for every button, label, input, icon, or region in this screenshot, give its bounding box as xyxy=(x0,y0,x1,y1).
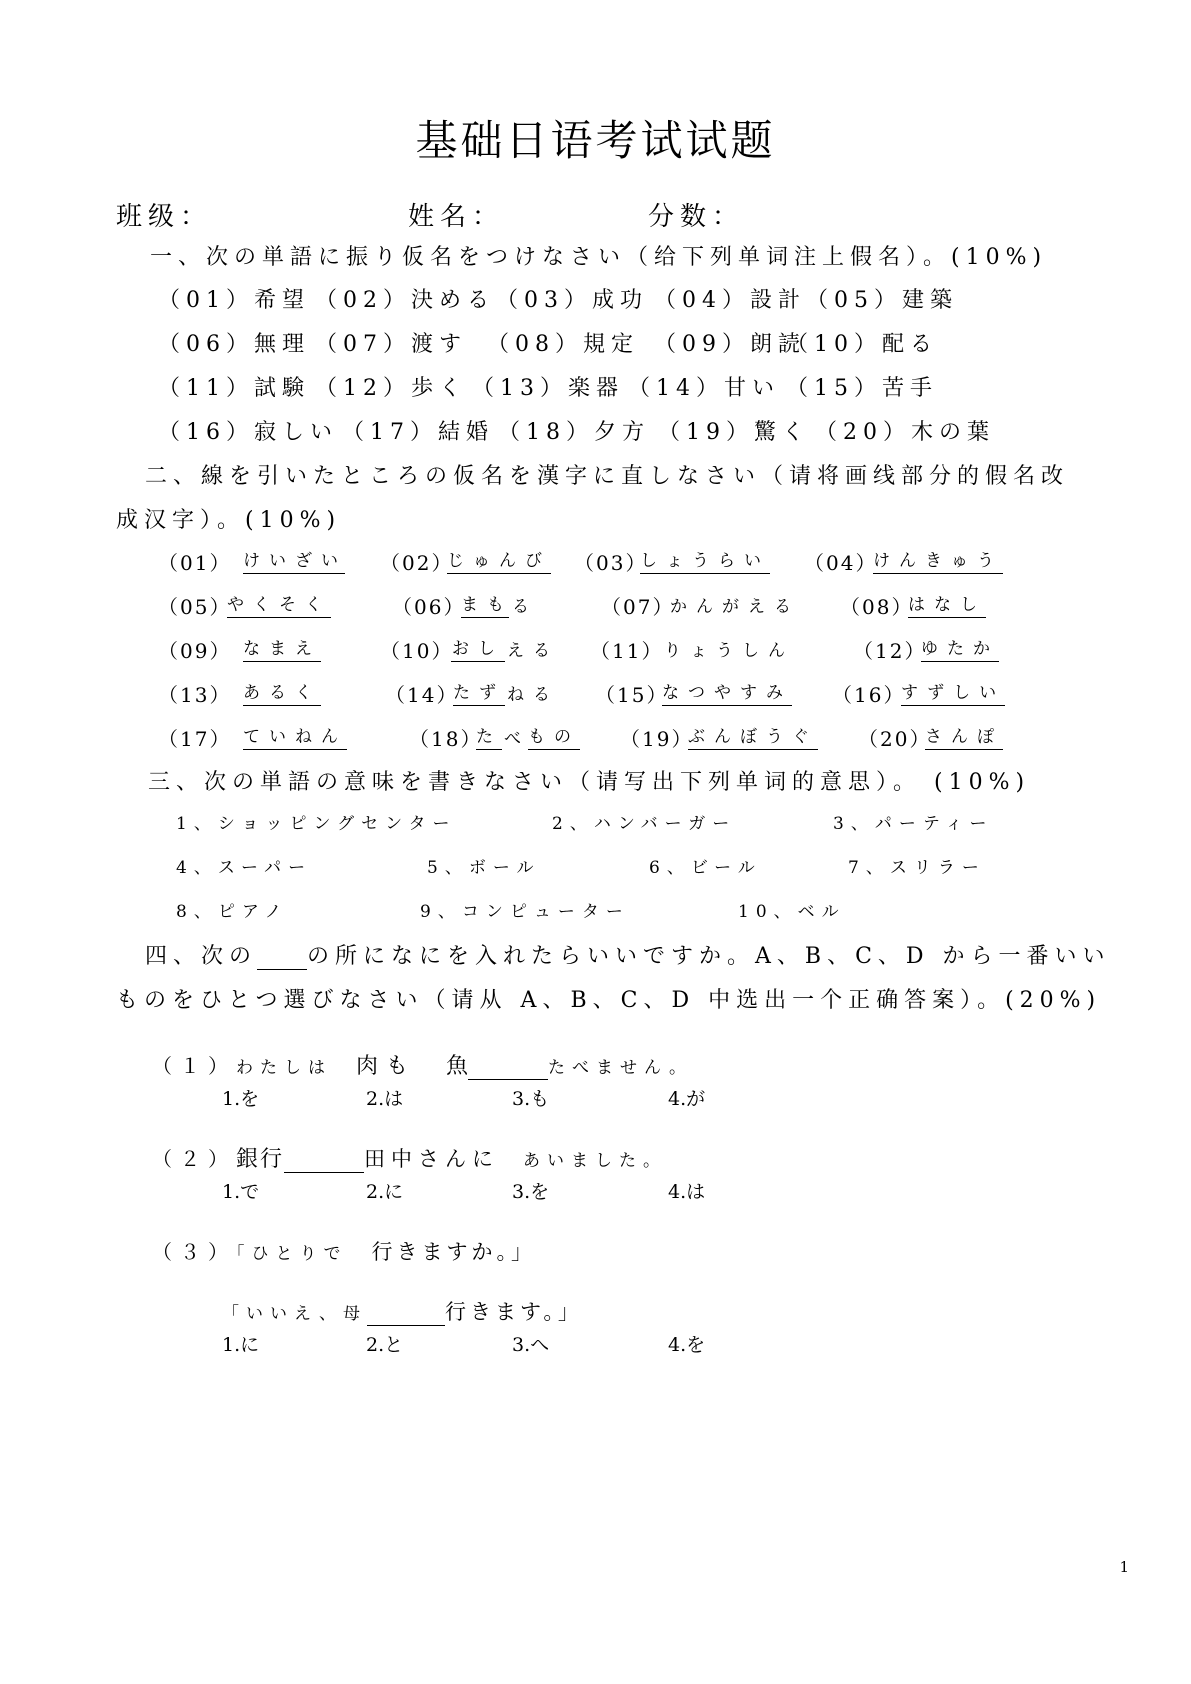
option: 3.へ xyxy=(512,1334,550,1356)
list-item: （16）寂しい xyxy=(158,420,338,445)
list-item: （05）建築 xyxy=(806,288,958,313)
list-item: 2、ハンバーガー xyxy=(552,814,737,834)
underlined-kana: さんぽ xyxy=(925,722,1003,750)
item-number: （15） xyxy=(595,683,669,707)
blank-line xyxy=(257,951,307,970)
question-number: （２） xyxy=(152,1147,236,1171)
list-item: （03）成功 xyxy=(496,288,648,313)
list-item: （11）試験 xyxy=(158,376,310,401)
list-item: （04）設計 xyxy=(654,288,806,313)
list-item: （02）決める xyxy=(315,288,495,313)
item-number: （17） xyxy=(158,727,232,751)
underlined-kana: まも xyxy=(461,590,509,618)
list-item: 9、コンピューター xyxy=(420,902,630,922)
underlined-kana: はなし xyxy=(908,590,986,618)
option: 4.は xyxy=(668,1181,706,1203)
question-text: 「いいえ、母 xyxy=(222,1304,368,1324)
underlined-kana: あるく xyxy=(243,678,321,706)
list-item: （15）苦手 xyxy=(786,376,938,401)
underlined-kana: じゅんび xyxy=(447,546,551,574)
option: 3.も xyxy=(512,1088,550,1110)
underlined-kana: なつやすみ xyxy=(662,678,792,706)
score-label: 分数： xyxy=(648,202,745,232)
answer-blank xyxy=(284,1150,364,1173)
item-number: （08） xyxy=(840,595,914,619)
item-number: （06） xyxy=(392,595,466,619)
underlined-kana: ぶんぼうぐ xyxy=(688,722,818,750)
underlined-kana: た xyxy=(476,722,502,750)
underlined-kana: たず xyxy=(453,678,505,706)
underlined-kana: ていねん xyxy=(243,722,347,750)
section1-heading: 一、次の単語に振り仮名をつけなさい（给下列单词注上假名）。(10%) xyxy=(150,245,1048,270)
question-number: （３） xyxy=(152,1240,236,1264)
question-text: あいました。 xyxy=(499,1151,668,1171)
underlined-kana: やくそく xyxy=(227,590,331,618)
underlined-kana: けんきゅう xyxy=(873,546,1003,574)
list-item: 5、ボール xyxy=(427,858,541,878)
item-number: （14） xyxy=(385,683,459,707)
item-number: （07） xyxy=(601,595,675,619)
kana-suffix: ねる xyxy=(507,685,559,705)
option: 1.に xyxy=(222,1334,260,1356)
underlined-kana: すずしい xyxy=(901,678,1005,706)
list-item: （08）規定 xyxy=(487,332,639,357)
section4-heading-line1 xyxy=(145,939,1111,970)
option: 2.に xyxy=(366,1181,404,1203)
item-number: （10） xyxy=(380,639,454,663)
question-text: 田中さんに xyxy=(364,1147,500,1171)
list-item: （18）夕方 xyxy=(498,420,650,445)
option: 3.を xyxy=(512,1181,550,1203)
option: 4.を xyxy=(668,1334,706,1356)
item-number: （04） xyxy=(804,551,878,575)
underlined-kana: おし xyxy=(451,634,505,662)
section2-heading-line1: 二、線を引いたところの仮名を漢字に直しなさい（请将画线部分的假名改 xyxy=(145,464,1070,489)
option: 2.と xyxy=(366,1334,404,1356)
list-item: （06）無理 xyxy=(158,332,310,357)
question-text: 銀行 xyxy=(236,1147,285,1172)
kana-word: かんがえる xyxy=(670,597,800,617)
item-number: （18） xyxy=(409,727,483,751)
list-item: 7、スリラー xyxy=(848,858,986,878)
list-item: （14）甘い xyxy=(628,376,780,401)
underlined-kana: ゆたか xyxy=(921,634,999,662)
list-item: （01）希望 xyxy=(158,288,310,313)
list-item: （20）木の葉 xyxy=(815,420,995,445)
item-number: （01） xyxy=(158,551,232,575)
kana-word: りょうしん xyxy=(664,641,794,661)
question-number: （１） xyxy=(152,1054,236,1078)
page-title: 基础日语考试试题 xyxy=(415,116,776,165)
item-number: （03） xyxy=(574,551,648,575)
question-3 xyxy=(152,1236,536,1266)
underlined-kana: しょうらい xyxy=(640,546,770,574)
item-number: （16） xyxy=(832,683,906,707)
page-number: 1 xyxy=(1119,1558,1129,1576)
item-number: （11） xyxy=(590,639,664,663)
answer-blank xyxy=(468,1057,548,1080)
list-item: （13）楽器 xyxy=(472,376,624,401)
item-number: （12） xyxy=(853,639,927,663)
underlined-kana: もの xyxy=(528,722,580,750)
list-item: （10）配る xyxy=(786,332,938,357)
list-item: 6、ビール xyxy=(649,858,762,878)
question-2 xyxy=(152,1142,667,1173)
question-text: たべません。 xyxy=(548,1058,694,1078)
list-item: 3、パーティー xyxy=(833,814,994,834)
heading-text: の所になにを入れたらいいですか。A、B、C、D から一番いい xyxy=(307,944,1111,969)
kana-suffix: る xyxy=(512,597,538,617)
question-text: わたしは xyxy=(236,1058,356,1078)
underlined-kana: なまえ xyxy=(243,634,321,662)
item-number: （19） xyxy=(620,727,694,751)
option: 1.を xyxy=(222,1088,260,1110)
list-item: （07）渡す xyxy=(315,332,467,357)
option: 2.は xyxy=(366,1088,404,1110)
list-item: 8、ピアノ xyxy=(176,902,289,922)
heading-text: 四、次の xyxy=(145,944,258,969)
item-number: （02） xyxy=(380,551,454,575)
question-text: 行きます。」 xyxy=(445,1300,583,1324)
question-1 xyxy=(152,1049,693,1080)
name-label: 姓名： xyxy=(408,202,505,232)
list-item: （19）驚く xyxy=(658,420,810,445)
section3-heading: 三、次の単語の意味を書きなさい（请写出下列单词的意思）。 (10%) xyxy=(148,770,1031,795)
question-text: 肉も xyxy=(356,1054,447,1079)
question-text: 魚 xyxy=(446,1054,469,1079)
list-item: 1、ショッピングセンター xyxy=(176,814,457,834)
item-number: （13） xyxy=(158,683,232,707)
answer-blank xyxy=(367,1303,445,1326)
question-text: 行きますか。」 xyxy=(371,1240,536,1264)
kana-suffix: える xyxy=(507,641,559,661)
kana-middle: べ xyxy=(504,729,530,749)
item-number: （20） xyxy=(858,727,932,751)
list-item: （09）朗読 xyxy=(654,332,806,357)
underlined-kana: けいざい xyxy=(243,546,345,574)
question-text: 「ひとりで xyxy=(236,1244,372,1264)
list-item: （17）結婚 xyxy=(342,420,494,445)
question-3-line2 xyxy=(222,1296,583,1326)
list-item: 4、スーパー xyxy=(176,858,313,878)
list-item: （12）歩く xyxy=(315,376,467,401)
option: 1.で xyxy=(222,1181,260,1203)
item-number: （09） xyxy=(158,639,232,663)
item-number: （05） xyxy=(158,595,232,619)
option: 4.が xyxy=(668,1088,706,1110)
list-item: 10、ベル xyxy=(738,902,846,922)
class-label: 班级： xyxy=(116,202,213,232)
section4-heading-line2: ものをひとつ選びなさい（请从 A、B、C、D 中选出一个正确答案）。(20%) xyxy=(116,988,1102,1013)
section2-heading-line2: 成汉字）。(10%) xyxy=(116,508,342,533)
